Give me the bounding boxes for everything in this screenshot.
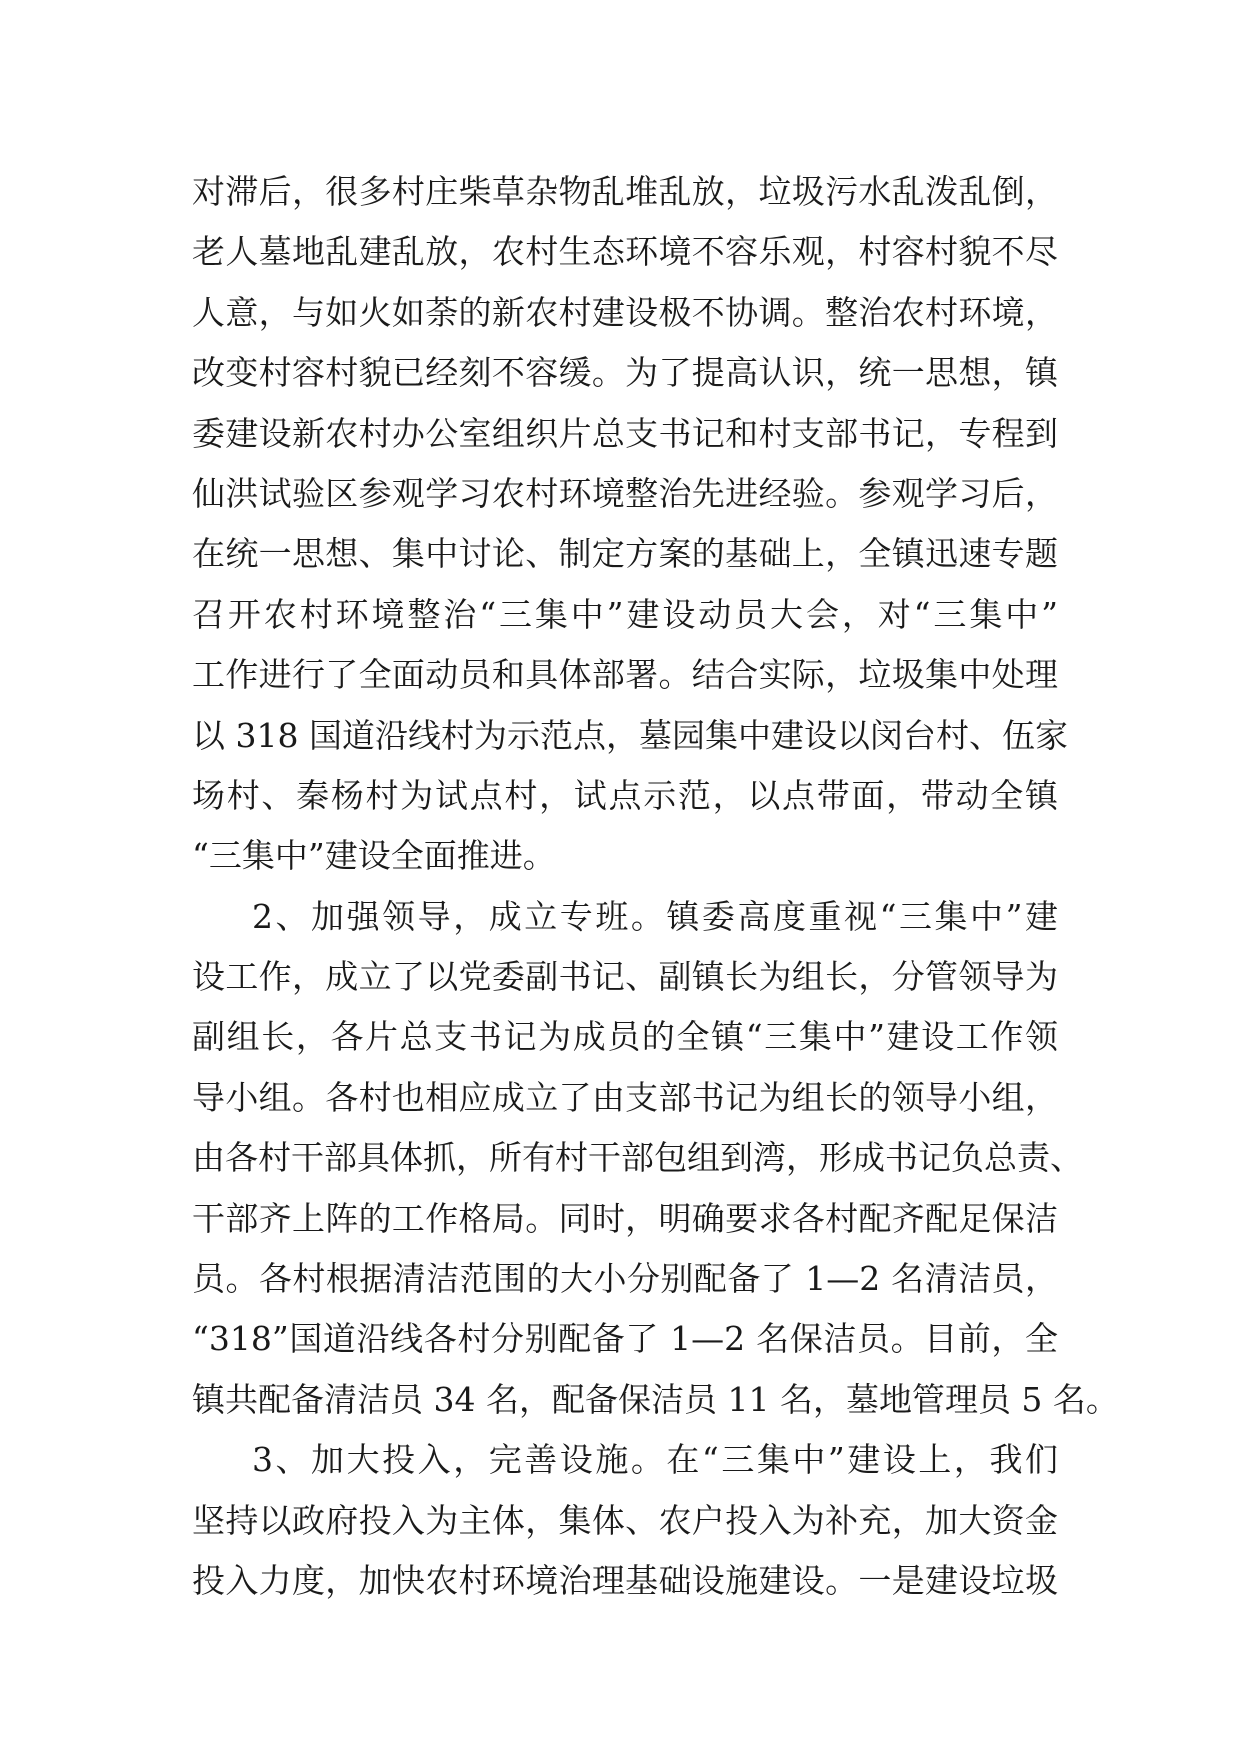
- text-line: 召开农村环境整治“三集中”建设动员大会，对“三集中”: [192, 594, 1058, 634]
- text-line: 由各村干部具体抓，所有村干部包组到湾，形成书记负总责、: [192, 1138, 1083, 1178]
- text-line: 委建设新农村办公室组织片总支书记和村支部书记，专程到: [192, 413, 1058, 453]
- text-line: 改变村容村貌已经刻不容缓。为了提高认识，统一思想，镇: [192, 353, 1058, 393]
- paragraph-start-line: 3、加大投入，完善设施。在“三集中”建设上，我们: [252, 1440, 1058, 1480]
- text-line: 坚持以政府投入为主体，集体、农户投入为补充，加大资金: [192, 1500, 1058, 1540]
- text-line: 仙洪试验区参观学习农村环境整治先进经验。参观学习后，: [192, 473, 1058, 513]
- paragraph-start-line: 2、加强领导，成立专班。镇委高度重视“三集中”建: [252, 896, 1058, 936]
- text-line: 副组长，各片总支书记为成员的全镇“三集中”建设工作领: [192, 1017, 1058, 1057]
- text-line: 工作进行了全面动员和具体部署。结合实际，垃圾集中处理: [192, 655, 1058, 695]
- text-line: 老人墓地乱建乱放，农村生态环境不容乐观，村容村貌不尽: [192, 232, 1058, 272]
- text-line: 在统一思想、集中讨论、制定方案的基础上，全镇迅速专题: [192, 534, 1058, 574]
- text-line: 导小组。各村也相应成立了由支部书记为组长的领导小组，: [192, 1077, 1058, 1117]
- text-line: 设工作，成立了以党委副书记、副镇长为组长，分管领导为: [192, 957, 1058, 997]
- text-line: 场村、秦杨村为试点村，试点示范，以点带面，带动全镇: [192, 775, 1058, 815]
- text-line: 以 318 国道沿线村为示范点，墓园集中建设以闵台村、伍家: [192, 715, 1068, 755]
- text-line: 投入力度，加快农村环境治理基础设施建设。一是建设垃圾: [192, 1560, 1058, 1600]
- text-line: “三集中”建设全面推进。: [192, 836, 556, 876]
- text-line: 员。各村根据清洁范围的大小分别配备了 1—2 名清洁员，: [192, 1259, 1058, 1299]
- text-line: 人意，与如火如荼的新农村建设极不协调。整治农村环境，: [192, 292, 1058, 332]
- text-line: 镇共配备清洁员 34 名，配备保洁员 11 名，墓地管理员 5 名。: [192, 1379, 1119, 1419]
- text-line: “318”国道沿线各村分别配备了 1—2 名保洁员。目前，全: [192, 1319, 1058, 1359]
- body-text: [192, 162, 1119, 1611]
- text-line: 干部齐上阵的工作格局。同时，明确要求各村配齐配足保洁: [192, 1198, 1058, 1238]
- text-line: 对滞后，很多村庄柴草杂物乱堆乱放，垃圾污水乱泼乱倒，: [192, 172, 1058, 211]
